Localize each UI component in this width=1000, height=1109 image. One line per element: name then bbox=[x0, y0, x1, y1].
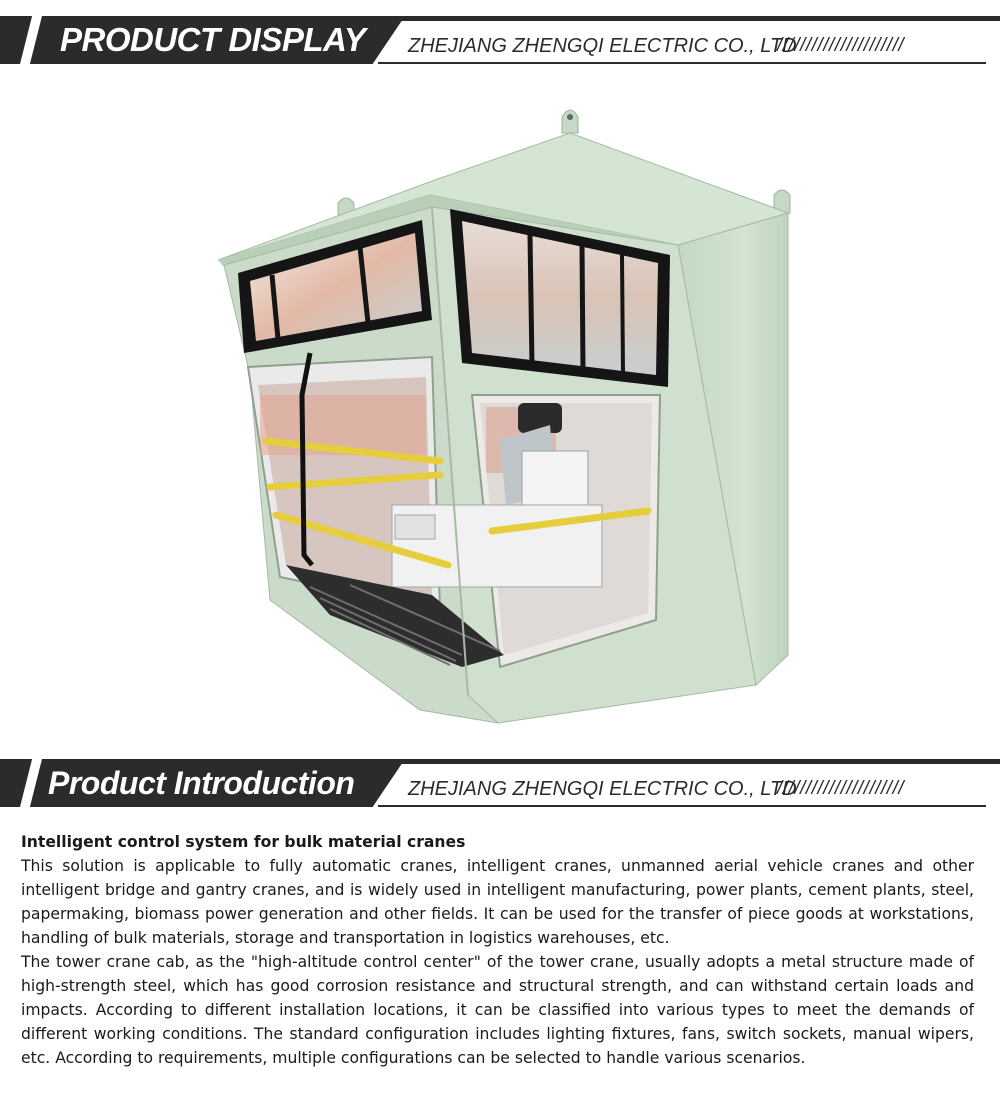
banner-slash-pattern: ////////////////////// bbox=[777, 35, 905, 56]
banner-slash-pattern: ////////////////////// bbox=[777, 778, 905, 799]
banner-bottom-rule bbox=[378, 62, 986, 64]
banner-title: Product Introduction bbox=[48, 765, 355, 801]
banner-top-rule bbox=[400, 16, 1000, 21]
section-banner-product-display bbox=[0, 16, 1000, 66]
banner-company-name: ZHEJIANG ZHENGQI ELECTRIC CO., LTD bbox=[408, 778, 797, 800]
product-introduction-text bbox=[21, 830, 974, 1070]
section-banner-product-introduction bbox=[0, 759, 1000, 809]
product-image-crane-cab bbox=[200, 95, 800, 735]
banner-bottom-rule bbox=[378, 805, 986, 807]
banner-title: PRODUCT DISPLAY bbox=[60, 21, 366, 58]
intro-paragraph-1: This solution is applicable to fully automatic cranes, intelligent cranes, unmanned aerial vehicle cranes and other intelligent bridge and gantry cranes, and is widely used in intelligent manufacturing, power plants, cement plants, steel, papermaking, biomass power generation and other fields. It can be used for the transfer of piece goods at workstations, handling of bulk materials, storage and transportation in logistics warehouses, etc. bbox=[21, 857, 974, 947]
intro-heading: Intelligent control system for bulk material cranes bbox=[21, 833, 466, 851]
banner-company-name: ZHEJIANG ZHENGQI ELECTRIC CO., LTD bbox=[408, 35, 797, 57]
banner-top-rule bbox=[400, 759, 1000, 764]
intro-paragraph-2: The tower crane cab, as the "high-altitude control center" of the tower crane, usually adopts a metal structure made of high-strength steel, which has good corrosion resistance and structural strength, and can withstand certain loads and impacts. According to different installation locations, it can be classified into various types to meet the demands of different working conditions. The standard configuration includes lighting fixtures, fans, switch sockets, manual wipers, etc. According to requirements, multiple configurations can be selected to handle various scenarios. bbox=[21, 953, 974, 1067]
